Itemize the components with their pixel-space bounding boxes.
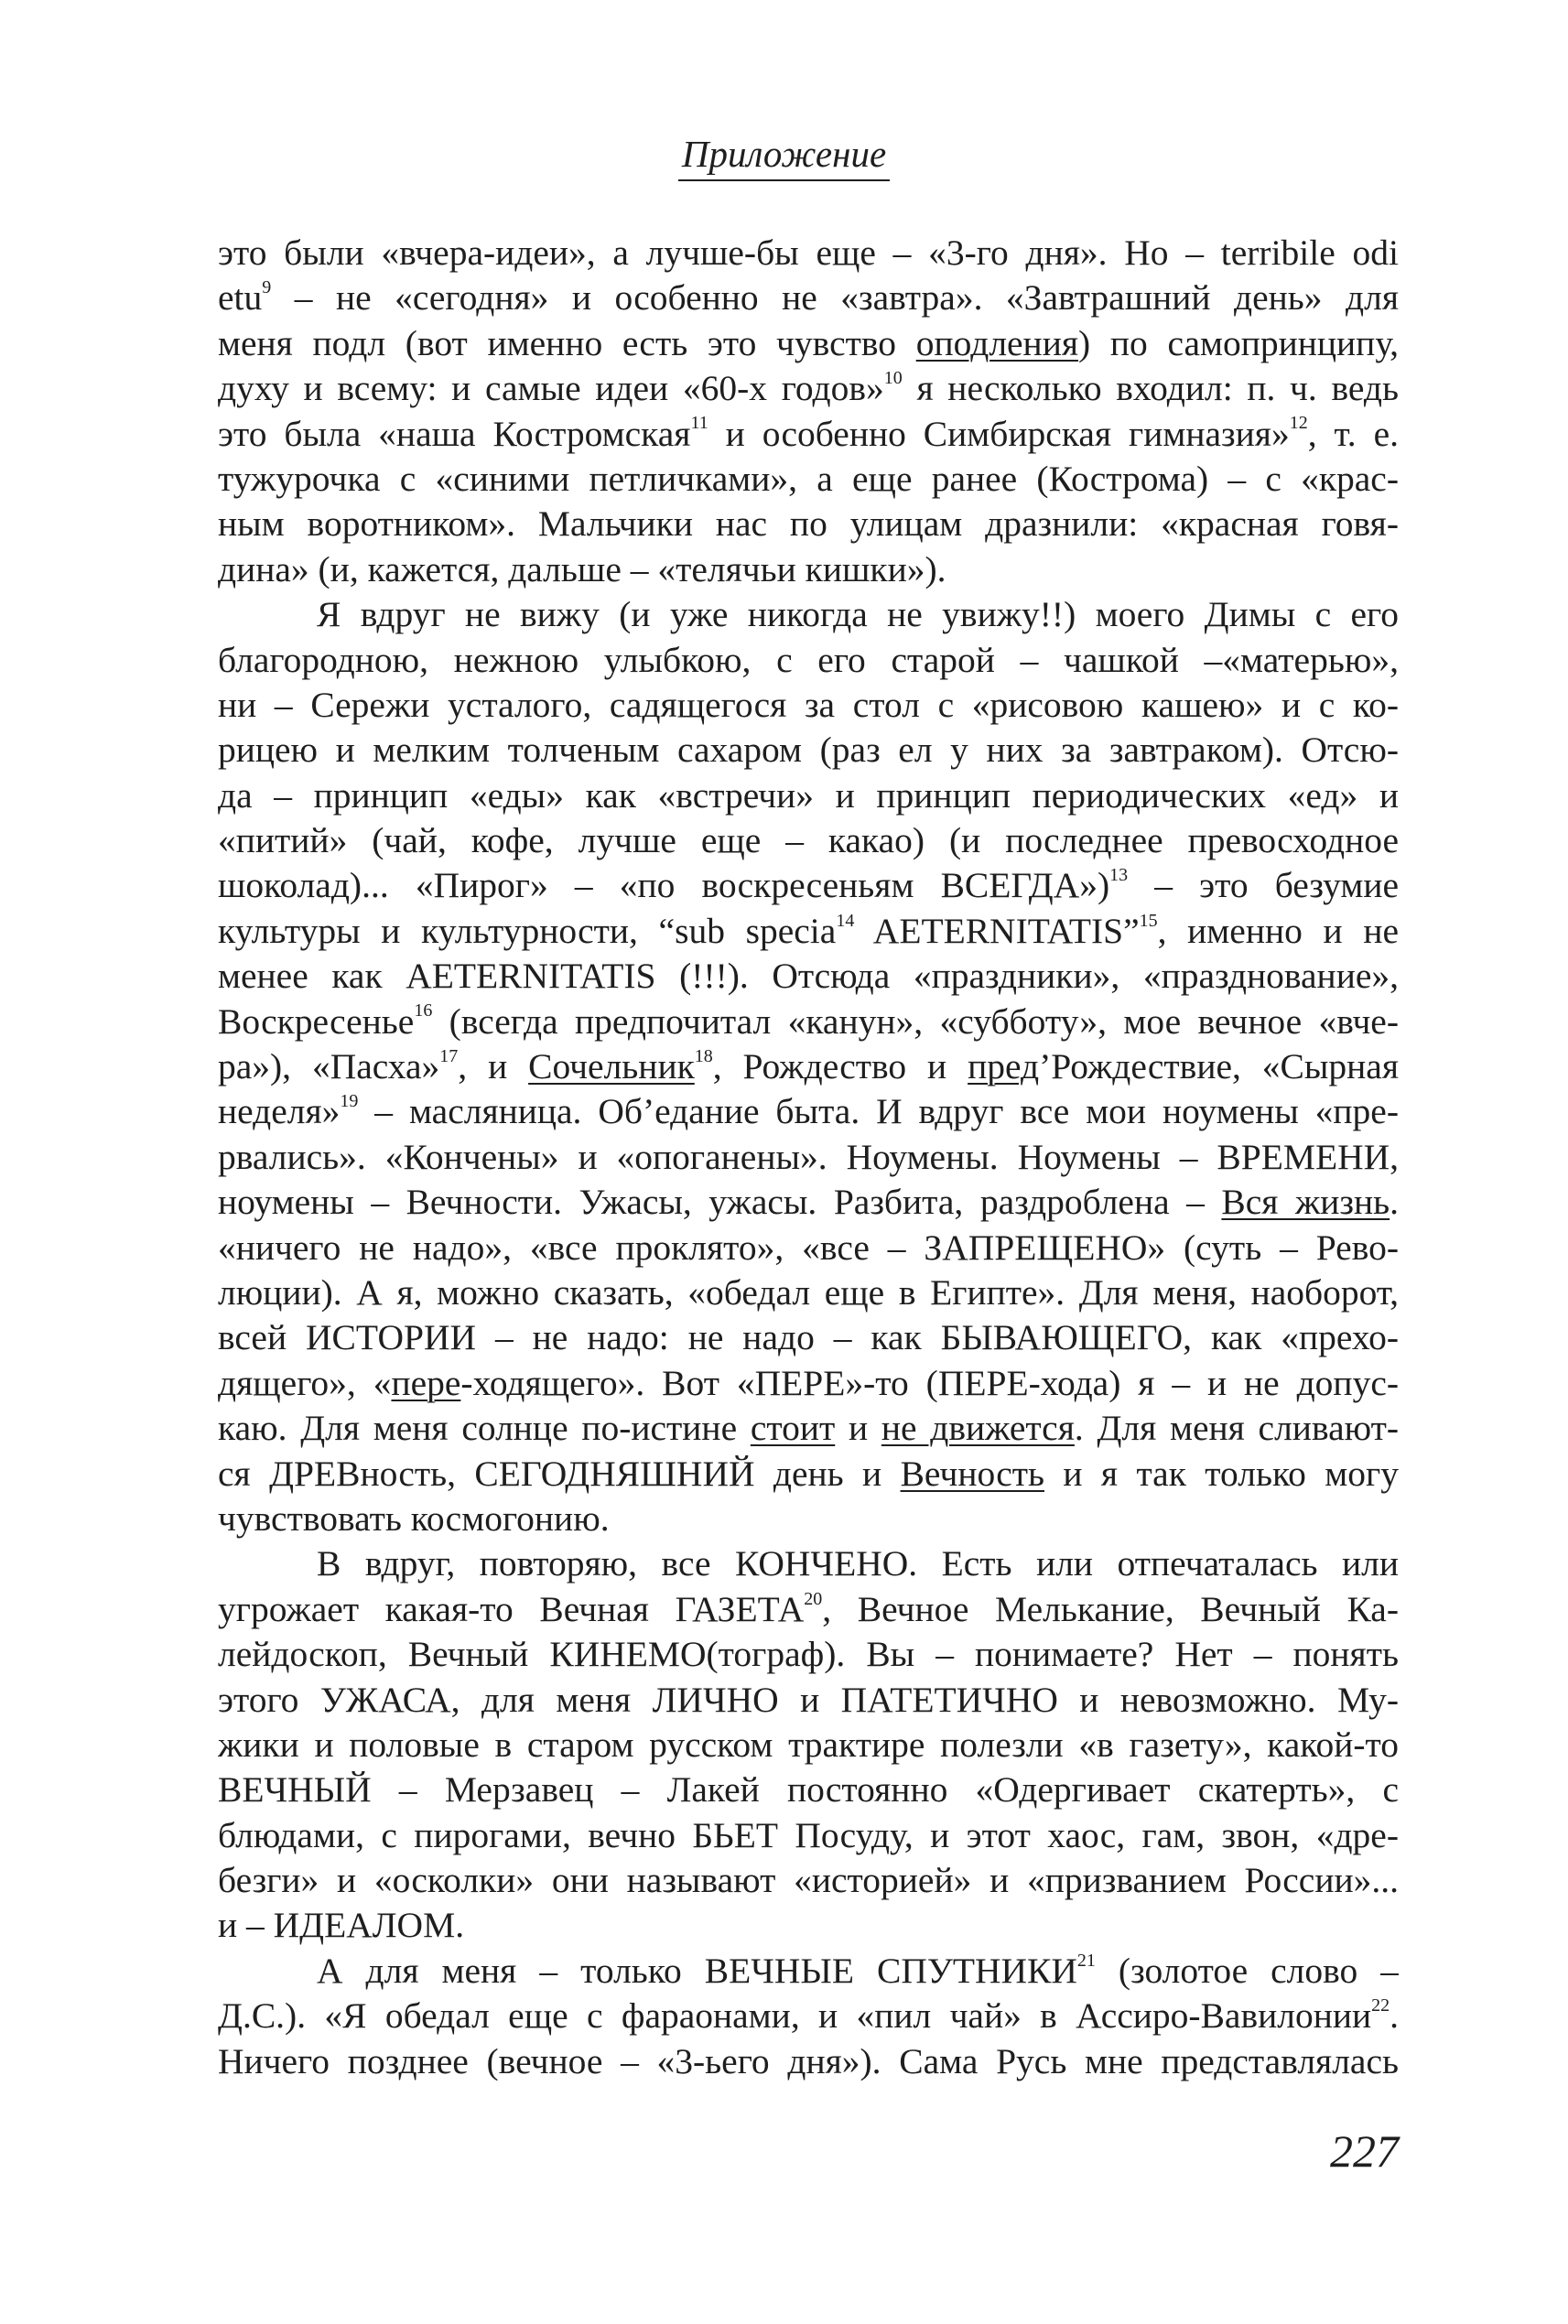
text-line xyxy=(218,1226,1399,1270)
text-run: безги» и «осколки» они называют «историей» и «призванием России»... xyxy=(218,1860,1399,1901)
text-run: угрожает какая-то Вечная ГАЗЕТА xyxy=(218,1588,805,1629)
text-line xyxy=(218,412,1399,457)
text-run: etu xyxy=(218,277,263,319)
text-run: лейдоскоп, Вечный КИНЕМО(тограф). Вы – понимаете? Нет – понять xyxy=(218,1634,1399,1675)
text-run: В вдруг, повторяю, все КОНЧЕНО. Есть или отпечаталась или xyxy=(317,1543,1399,1584)
text-run: да – принцип «еды» как «встречи» и принцип периодических «ед» и xyxy=(218,774,1399,816)
footnote-marker: 16 xyxy=(414,1000,433,1021)
text-run: ’Рождествие, «Сырная xyxy=(1039,1046,1399,1087)
text-run: каю. Для меня солнце по-истине xyxy=(218,1408,751,1449)
text-line xyxy=(218,1135,1399,1180)
text-line xyxy=(218,863,1399,908)
text-line xyxy=(218,457,1399,502)
text-line xyxy=(218,1406,1399,1451)
text-run: – не «сегодня» и особенно не «завтра». «Завтрашний день» для xyxy=(271,277,1399,319)
underlined-word: не движется xyxy=(881,1408,1075,1449)
text-run: , Вечное Мелькание, Вечный Ка- xyxy=(822,1588,1399,1629)
underlined-word: Сочельник xyxy=(528,1046,695,1087)
text-run: – это безумие xyxy=(1128,865,1399,906)
text-run: «ничего не надо», «все проклято», «все – ЗАПРЕЩЕНО» (суть – Рево- xyxy=(218,1227,1399,1268)
text-line xyxy=(218,1000,1399,1044)
text-run: и xyxy=(835,1408,881,1449)
text-line xyxy=(218,1949,1399,1994)
body-text xyxy=(218,231,1399,2084)
text-run: духу и всему: и самые идеи «60-х годов» xyxy=(218,368,884,409)
footnote-marker: 13 xyxy=(1109,865,1129,886)
underlined-word: пере xyxy=(391,1362,461,1403)
text-run: Я вдруг не вижу (и уже никогда не увижу!!) моего Димы с его xyxy=(317,594,1399,635)
text-line xyxy=(218,1723,1399,1767)
footnote-marker: 20 xyxy=(804,1588,823,1609)
text-run: . xyxy=(1390,1182,1399,1223)
footnote-marker: 18 xyxy=(694,1045,713,1066)
text-run: , т. е. xyxy=(1307,413,1399,454)
text-line xyxy=(218,1044,1399,1089)
text-run: – масляница. Об’едание быта. И вдруг все мои ноумены «пре- xyxy=(358,1091,1399,1132)
text-run: (всегда предпочитал «канун», «субботу», мое вечное «вче- xyxy=(432,1000,1399,1042)
text-run: и я так только могу xyxy=(1044,1453,1399,1494)
text-run: всей ИСТОРИИ – не надо: не надо – как БЫВАЮЩЕГО, как «прехо- xyxy=(218,1317,1399,1358)
text-run: меня подл (вот именно есть это чувство xyxy=(218,322,916,363)
text-run: . Для меня сливают- xyxy=(1074,1408,1399,1449)
text-line xyxy=(218,1903,1399,1948)
text-run: . xyxy=(1390,1995,1399,2037)
footnote-marker: 15 xyxy=(1139,910,1158,931)
text-line xyxy=(218,638,1399,683)
text-line xyxy=(218,683,1399,728)
underlined-word: пред xyxy=(968,1046,1040,1087)
text-line xyxy=(218,1813,1399,1858)
text-run: Воскресенье xyxy=(218,1000,415,1042)
text-run: люции). А я, можно сказать, «обедал еще в Египте». Для меня, наоборот, xyxy=(218,1271,1399,1313)
text-run: тужурочка с «синими петличками», а еще ранее (Кострома) – с «крас- xyxy=(218,458,1399,499)
text-line xyxy=(218,818,1399,863)
text-line xyxy=(218,1361,1399,1406)
text-line xyxy=(218,909,1399,954)
text-run: это была «наша Костромская xyxy=(218,413,691,454)
text-run: рицею и мелким толченым сахаром (раз ел у них за завтраком). Отсю- xyxy=(218,730,1399,771)
text-run: -ходящего». Вот «ПЕРЕ»-то (ПЕРЕ-хода) я – и не допус- xyxy=(460,1362,1399,1403)
text-line xyxy=(218,502,1399,546)
text-run: менее как AETERNITATIS (!!!). Отсюда «праздники», «празднование», xyxy=(218,956,1399,997)
text-line xyxy=(218,1541,1399,1586)
footnote-marker: 17 xyxy=(439,1045,459,1066)
text-line xyxy=(218,1315,1399,1360)
running-head-title: Приложение xyxy=(678,130,890,181)
text-run: А для меня – только ВЕЧНЫЕ СПУТНИКИ xyxy=(317,1950,1077,1991)
text-run: AETERNITATIS” xyxy=(854,910,1140,951)
text-run: неделя» xyxy=(218,1091,341,1132)
text-run: Ничего позднее (вечное – «3-ьего дня»). Сама Русь мне представлялась xyxy=(218,2040,1399,2081)
text-run: Д.С.). «Я обедал еще с фараонами, и «пил чай» в Ассиро-Вавилонии xyxy=(218,1995,1372,2037)
text-run: ным воротником». Мальчики нас по улицам дразнили: «красная говя- xyxy=(218,503,1399,545)
text-line xyxy=(218,276,1399,320)
text-run: , именно и не xyxy=(1157,910,1399,951)
text-line xyxy=(218,1678,1399,1723)
text-line xyxy=(218,1767,1399,1812)
underlined-word: Вечность xyxy=(900,1453,1045,1494)
text-run: и особенно Симбирская гимназия» xyxy=(708,413,1290,454)
footnote-marker: 22 xyxy=(1371,1995,1390,2016)
text-run: это были «вчера-идеи», а лучше-бы еще – «3-го дня». Но – terribile odi xyxy=(218,232,1399,273)
text-line xyxy=(218,728,1399,773)
text-line xyxy=(218,1089,1399,1134)
footnote-marker: 19 xyxy=(340,1091,359,1112)
underlined-word: стоит xyxy=(750,1408,836,1449)
text-run: , Рождество и xyxy=(712,1046,968,1087)
text-line xyxy=(218,1994,1399,2038)
text-run: блюдами, с пирогами, вечно БЬЕТ Посуду, и этот хаос, гам, звон, «дре- xyxy=(218,1814,1399,1855)
text-line xyxy=(218,1587,1399,1632)
text-run: ) по самопринципу, xyxy=(1078,322,1399,363)
text-run: благородною, нежною улыбкою, с его старой – чашкой –«матерью», xyxy=(218,639,1399,680)
text-run: я несколько входил: п. ч. ведь xyxy=(902,368,1399,409)
text-line xyxy=(218,1452,1399,1497)
page-number: 227 xyxy=(1330,2125,1399,2177)
text-run: ни – Сережи усталого, садящегося за стол с «рисовою кашею» и с ко- xyxy=(218,684,1399,725)
text-run: «питий» (чай, кофе, лучше еще – какао) (и последнее превосходное xyxy=(218,820,1399,861)
footnote-marker: 9 xyxy=(262,277,272,298)
text-run: дина» (и, кажется, дальше – «телячьи кишки»). xyxy=(218,548,946,589)
text-line xyxy=(218,1180,1399,1225)
text-line xyxy=(218,2039,1399,2084)
text-run: (золотое слово – xyxy=(1095,1950,1399,1991)
text-run: и – ИДЕАЛОМ. xyxy=(218,1905,465,1946)
text-run: дящего», « xyxy=(218,1362,392,1403)
text-line xyxy=(218,773,1399,818)
underlined-word: оподления xyxy=(915,322,1079,363)
text-line xyxy=(218,366,1399,411)
text-line xyxy=(218,547,1399,592)
running-head xyxy=(0,130,1568,181)
text-run: ноумены – Вечности. Ужасы, ужасы. Разбита, раздроблена – xyxy=(218,1182,1222,1223)
text-line xyxy=(218,592,1399,637)
text-run: ся ДРЕВность, СЕГОДНЯШНИЙ день и xyxy=(218,1453,901,1494)
text-line xyxy=(218,1632,1399,1677)
text-run: чувствовать космогонию. xyxy=(218,1497,610,1539)
text-run: культуры и культурности, “sub specia xyxy=(218,910,837,951)
text-run: шоколад)... «Пирог» – «по воскресеньям ВСЕГДА») xyxy=(218,865,1110,906)
text-run: жики и половые в старом русском трактире полезли «в газету», какой-то xyxy=(218,1724,1399,1765)
text-line xyxy=(218,1858,1399,1903)
text-line xyxy=(218,1270,1399,1315)
footnote-marker: 12 xyxy=(1289,413,1308,434)
text-run: ВЕЧНЫЙ – Мерзавец – Лакей постоянно «Одергивает скатерть», с xyxy=(218,1769,1399,1811)
footnote-marker: 10 xyxy=(883,368,903,389)
text-line xyxy=(218,231,1399,276)
text-run: ра»), «Пасха» xyxy=(218,1046,440,1087)
text-line xyxy=(218,1497,1399,1541)
footnote-marker: 21 xyxy=(1076,1950,1096,1971)
footnote-marker: 14 xyxy=(836,910,855,931)
text-run: рвались». «Кончены» и «опоганены». Ноумены. Ноумены – ВРЕМЕНИ, xyxy=(218,1136,1399,1177)
underlined-word: Вся жизнь xyxy=(1221,1182,1390,1223)
footnote-marker: 11 xyxy=(690,413,708,434)
text-line xyxy=(218,954,1399,999)
text-run: этого УЖАСА, для меня ЛИЧНО и ПАТЕТИЧНО и невозможно. Му- xyxy=(218,1679,1399,1720)
text-run: , и xyxy=(458,1046,529,1087)
text-line xyxy=(218,321,1399,366)
